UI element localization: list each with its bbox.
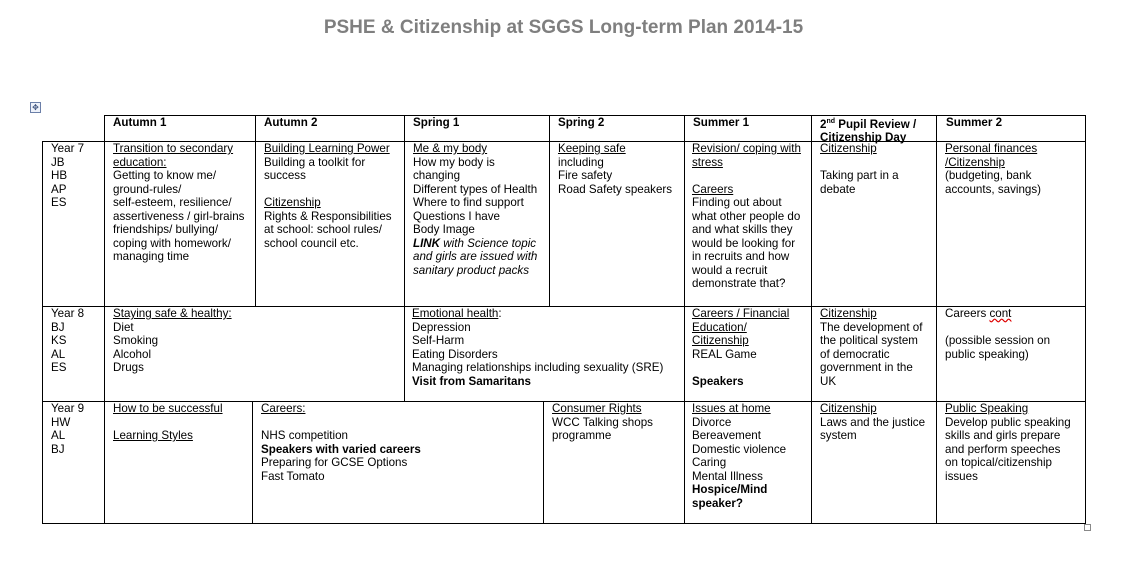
year9-col2-heading: Careers: <box>261 402 306 415</box>
year9-teacher: BJ <box>51 442 65 456</box>
year8-review-line: The development of <box>820 320 923 334</box>
year8-summer1-heading: Careers / Financial <box>692 307 790 320</box>
header-summer2: Summer 2 <box>946 116 1003 129</box>
year9-teacher: AL <box>51 429 66 442</box>
year7-label: Year 7 <box>51 142 85 155</box>
year7-autumn1-line: Getting to know me/ <box>113 169 217 182</box>
year8-spring-line: Depression <box>412 320 471 334</box>
year9-col3-line: WCC Talking shops <box>552 415 653 429</box>
year8-summer2-line: public speaking) <box>945 347 1029 361</box>
year9-summer1-line: Domestic violence <box>692 442 787 456</box>
table-border-col1 <box>104 115 105 524</box>
year7-teacher: ES <box>51 196 67 209</box>
year9-col1-heading: How to be successful <box>113 402 223 415</box>
year9-teacher: HW <box>51 415 71 429</box>
year8-spring-heading-suffix: : <box>498 307 502 320</box>
year7-teacher: JB <box>51 155 65 169</box>
header-pupil-review: 2nd Pupil Review / Citizenship Day <box>820 117 917 144</box>
year7-review-line: Taking part in a <box>820 169 899 182</box>
year9-col2-line: Fast Tomato <box>261 469 325 483</box>
year8-review-cell <box>820 307 922 388</box>
year8-summer2-careers: Careers <box>945 307 990 320</box>
year7-spring1-line: Questions I have <box>413 209 501 223</box>
year8-autumn-line: Diet <box>113 320 134 334</box>
year8-label: Year 8 <box>51 307 85 320</box>
year9-label: Year 9 <box>51 402 85 415</box>
year8-teacher: AL <box>51 347 66 361</box>
year7-spring2-heading: Keeping safe <box>558 142 626 155</box>
year7-spring1-line: changing <box>413 169 461 182</box>
year7-autumn2-line: at school: school rules/ <box>264 223 382 236</box>
year9-summer2-heading: Public Speaking <box>945 402 1029 415</box>
year8-summer1-heading: Citizenship <box>692 334 749 347</box>
year9-col2-bold-line: Speakers with varied careers <box>261 442 421 456</box>
year7-summer2-heading: /Citizenship <box>945 155 1005 169</box>
year7-summer1-line: in recruits and how <box>692 250 790 263</box>
year8-teacher: BJ <box>51 320 65 334</box>
document-title: PSHE & Citizenship at SGGS Long-term Plan 2014-15 <box>323 17 804 38</box>
year9-summer2-cell <box>945 402 1071 483</box>
year8-spring-cell <box>412 307 663 388</box>
year7-spring1-link-line: and girls are issued with <box>413 250 538 263</box>
table-border-col6 <box>811 115 812 524</box>
year7-autumn1-line: managing time <box>113 250 190 263</box>
year7-summer1-line: would be looking for <box>692 236 796 250</box>
year8-spring-bold-line: Visit from Samaritans <box>412 374 531 388</box>
year8-summer1-heading: Education/ <box>692 320 747 334</box>
year7-autumn1-line: ground-rules/ <box>113 182 182 196</box>
year7-spring1-line: How my body is <box>413 155 495 169</box>
year8-autumn-line: Smoking <box>113 334 159 347</box>
year9-summer1-line: Divorce <box>692 415 732 429</box>
year9-summer1-bold-line: Hospice/Mind <box>692 483 768 496</box>
year7-review-heading: Citizenship <box>820 142 877 155</box>
year8-summer2-cont: cont <box>989 307 1012 320</box>
year8-label-cell <box>51 307 84 375</box>
year8-review-line: the political system <box>820 334 918 347</box>
year9-summer1-line: Bereavement <box>692 429 761 442</box>
year9-review-line: Laws and the justice <box>820 415 926 429</box>
year7-autumn2-line: success <box>264 169 306 182</box>
header-review-rest: Pupil Review / <box>835 117 917 131</box>
table-border-col4 <box>549 115 550 307</box>
year8-autumn-cell <box>113 307 232 375</box>
year8-review-line: of democratic <box>820 347 890 361</box>
year8-spring-line: Managing relationships including sexuality (SRE) <box>412 361 664 374</box>
year7-summer2-cell <box>945 142 1041 196</box>
year8-autumn-line: Alcohol <box>113 347 152 361</box>
year8-autumn-heading: Staying safe & healthy: <box>113 307 232 320</box>
header-spring2: Spring 2 <box>558 116 605 129</box>
year9-summer1-line: Mental Illness <box>692 469 763 483</box>
table-border-left <box>42 141 43 524</box>
year7-review-line: debate <box>820 182 856 196</box>
year7-autumn2-heading: Building Learning Power <box>264 142 390 155</box>
year7-autumn1-line: self-esteem, resilience/ <box>113 196 232 209</box>
year9-col3-heading: Consumer Rights <box>552 402 642 415</box>
year9-summer1-bold-line: speaker? <box>692 496 743 510</box>
year8-summer2-first-line <box>945 307 1050 321</box>
year7-label-cell <box>51 142 84 210</box>
year7-spring1-link-rest: with Science topic <box>440 236 537 250</box>
year7-autumn1-line: assertiveness / girl-brains <box>113 209 245 223</box>
year9-col3-line: programme <box>552 429 612 442</box>
year9-label-cell <box>51 402 84 456</box>
year7-spring2-line: Fire safety <box>558 169 613 182</box>
year9-review-line: system <box>820 429 857 442</box>
year7-summer1-line: and what skills they <box>692 223 793 236</box>
year8-review-line: UK <box>820 374 837 388</box>
table-resize-handle[interactable] <box>1084 524 1091 531</box>
year7-spring1-line: Where to find support <box>413 196 524 209</box>
year8-spring-line: Self-Harm <box>412 334 465 347</box>
year7-autumn1-heading: Transition to secondary <box>113 142 234 155</box>
year9-summer1-line: Caring <box>692 456 727 469</box>
year9-review-cell <box>820 402 925 443</box>
year7-spring1-line: Different types of Health <box>413 182 538 196</box>
year7-spring1-link-line: sanitary product packs <box>413 263 529 277</box>
year7-autumn2-cell <box>264 142 392 250</box>
year7-summer1-line: would a recruit <box>692 263 768 277</box>
year7-autumn1-line: coping with homework/ <box>113 236 231 250</box>
year9-col2-line: Preparing for GCSE Options <box>261 456 408 469</box>
year8-summer1-bold-line: Speakers <box>692 374 744 388</box>
year8-summer1-line: REAL Game <box>692 347 757 361</box>
year7-summer1-line: Finding out about <box>692 196 782 209</box>
year7-summer1-line: what other people do <box>692 209 801 223</box>
year7-autumn1-heading: education: <box>113 155 167 169</box>
year8-autumn-line: Drugs <box>113 361 144 374</box>
table-border-col3 <box>404 115 405 402</box>
year9-summer2-line: issues <box>945 469 978 483</box>
year9-col3-cell <box>552 402 653 443</box>
year9-col1-cell <box>113 402 223 443</box>
year9-summer2-line: Develop public speaking <box>945 415 1071 429</box>
year7-summer2-line: (budgeting, bank <box>945 169 1032 182</box>
year7-autumn1-line: friendships/ bullying/ <box>113 223 219 236</box>
year8-spring-heading-row <box>412 307 663 321</box>
year8-review-heading: Citizenship <box>820 307 877 320</box>
year9-col2-cell <box>261 402 421 483</box>
year9-review-heading: Citizenship <box>820 402 877 415</box>
year7-teacher: HB <box>51 169 68 182</box>
year7-spring1-link <box>413 237 537 251</box>
year7-autumn2-line: Building a toolkit for <box>264 155 366 169</box>
year7-autumn1-cell <box>113 142 244 264</box>
table-border-col7 <box>936 115 937 524</box>
year9-summer2-line: on topical/citizenship <box>945 456 1052 469</box>
year7-spring2-line: including <box>558 155 604 169</box>
year7-summer1-cell <box>692 142 801 291</box>
table-move-handle-icon[interactable]: ✥ <box>30 102 41 113</box>
year7-teacher: AP <box>51 182 67 196</box>
year7-autumn2-heading2: Citizenship <box>264 196 321 209</box>
header-autumn1: Autumn 1 <box>113 116 167 129</box>
header-review-sup: nd <box>826 118 836 125</box>
year7-spring2-cell <box>558 142 672 196</box>
year7-summer1-heading: stress <box>692 155 723 169</box>
year7-summer1-heading: Revision/ coping with <box>692 142 801 155</box>
table-border-y9-col2 <box>252 401 253 524</box>
year7-autumn2-line: Rights & Responsibilities <box>264 209 392 223</box>
table-border-right <box>1085 115 1086 524</box>
year7-summer1-line: demonstrate that? <box>692 277 786 290</box>
year7-summer1-heading2: Careers <box>692 182 734 196</box>
year7-summer2-line: accounts, savings) <box>945 182 1042 196</box>
table-border-bottom <box>42 523 1086 524</box>
year7-spring1-line: Body Image <box>413 223 475 236</box>
year7-spring1-link-bold: LINK <box>413 236 441 250</box>
header-summer1: Summer 1 <box>693 116 750 129</box>
year7-spring1-heading: Me & my body <box>413 142 488 155</box>
year9-col2-line: NHS competition <box>261 429 348 442</box>
year8-teacher: ES <box>51 361 67 374</box>
year9-summer2-line: skills and girls prepare <box>945 429 1061 442</box>
year8-teacher: KS <box>51 334 67 347</box>
year9-summer2-line: and perform speeches <box>945 442 1061 456</box>
header-spring1: Spring 1 <box>413 116 460 129</box>
header-autumn2: Autumn 2 <box>264 116 318 129</box>
year8-summer2-line: (possible session on <box>945 334 1051 347</box>
table-border-y9-col3 <box>543 401 544 524</box>
year7-summer2-heading: Personal finances <box>945 142 1038 155</box>
year7-spring2-line: Road Safety speakers <box>558 182 673 196</box>
year9-summer1-heading: Issues at home <box>692 402 771 415</box>
header-review-line2: Citizenship Day <box>820 130 907 144</box>
year8-spring-heading: Emotional health <box>412 307 499 320</box>
table-border-col5 <box>684 115 685 524</box>
year8-review-line: government in the <box>820 361 913 374</box>
year9-summer1-cell <box>692 402 786 510</box>
table-border-col2 <box>255 115 256 307</box>
year7-review-cell <box>820 142 899 196</box>
year7-autumn2-line: school council etc. <box>264 236 359 250</box>
year7-spring1-cell <box>413 142 537 277</box>
year9-col1-heading2: Learning Styles <box>113 429 193 442</box>
year8-summer2-cell <box>945 307 1050 361</box>
year8-spring-line: Eating Disorders <box>412 347 498 361</box>
year8-summer1-cell <box>692 307 789 388</box>
